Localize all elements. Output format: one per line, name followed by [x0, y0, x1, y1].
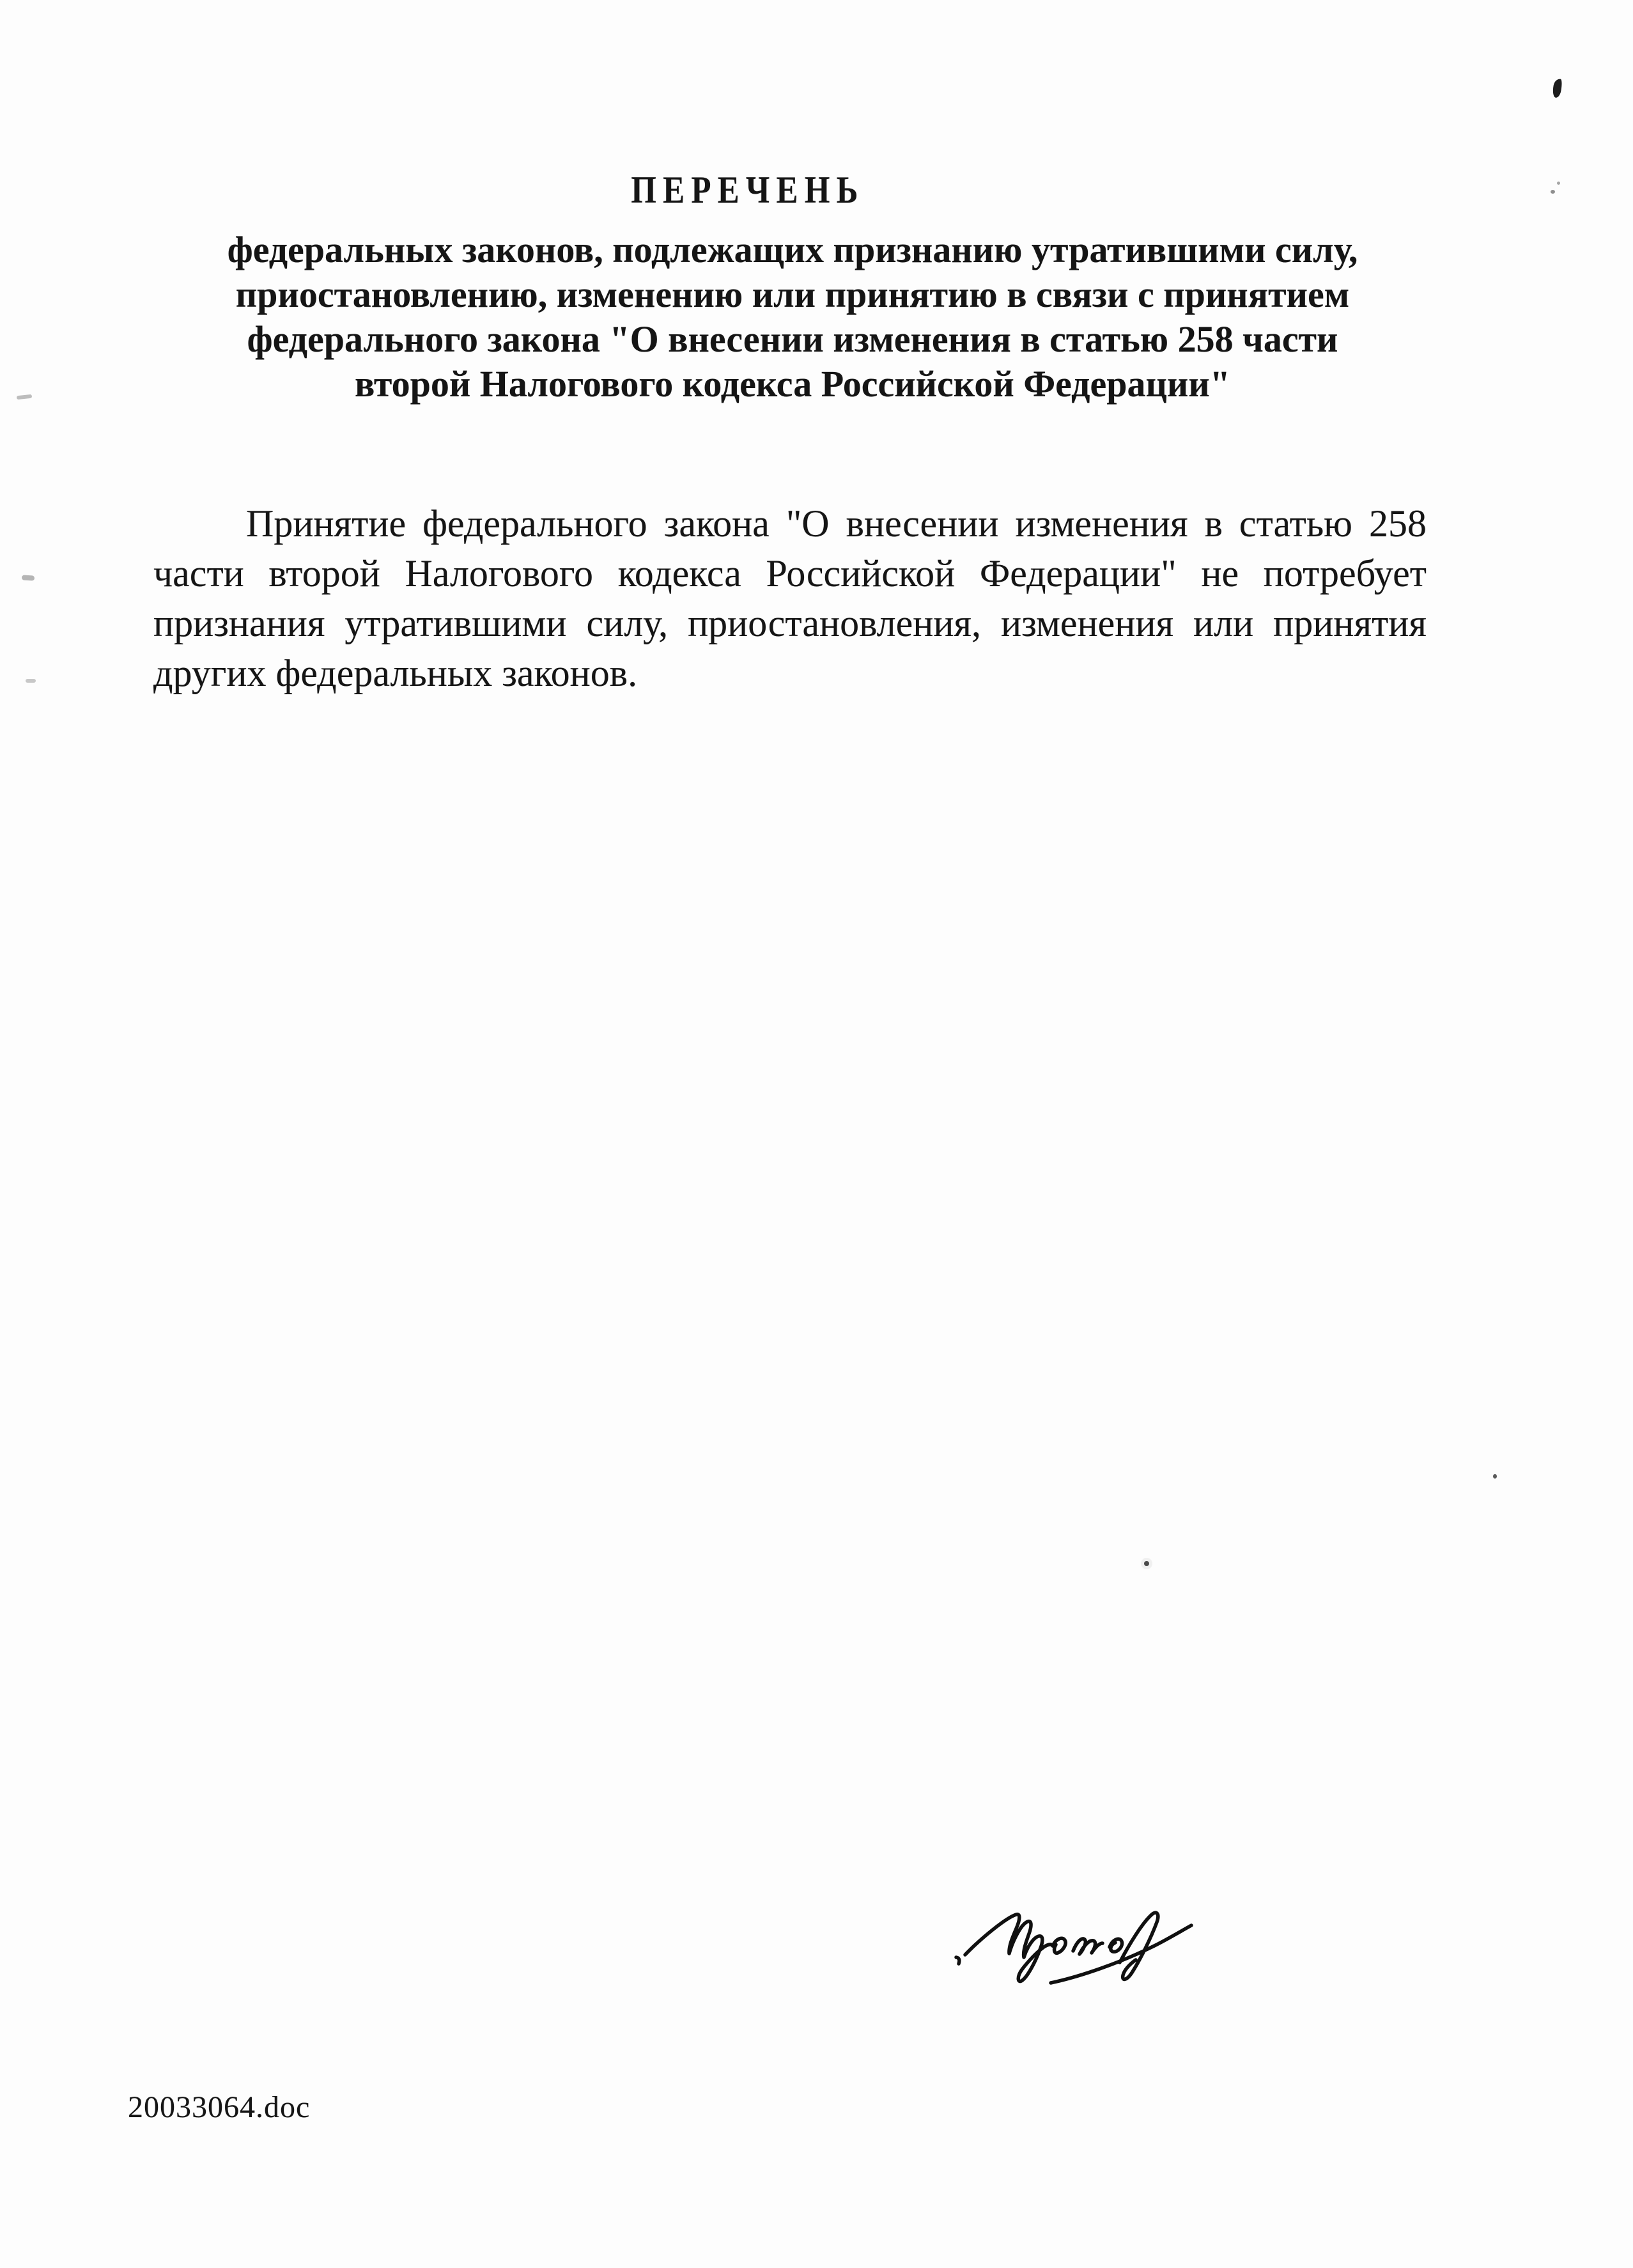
scan-speck [17, 394, 32, 400]
body-line: признания утратившими силу, приостановления, изменения или принятия [153, 602, 1427, 644]
subtitle-line: второй Налогового кодекса Российской Федерации" [355, 363, 1230, 405]
body-line: Принятие федерального закона "О внесении изменения в статью 258 [246, 502, 1427, 545]
scan-artifact-ink-blot [1551, 78, 1563, 98]
document-title: ПЕРЕЧЕНЬ [631, 169, 865, 211]
document-title-row [153, 167, 1470, 222]
document-subtitle-block [134, 228, 1451, 407]
body-line: части второй Налогового кодекса Российской Федерации" не потребует [153, 552, 1427, 594]
handwritten-signature [950, 1904, 1196, 2000]
scan-speck [1493, 1474, 1497, 1479]
body-line: других федеральных законов. [153, 652, 638, 694]
body-paragraph [153, 499, 1427, 698]
subtitle-line: приостановлению, изменению или принятию в связи с принятием [235, 274, 1350, 315]
subtitle-line: федерального закона "О внесении изменения в статью 258 части [247, 318, 1338, 360]
subtitle-line: федеральных законов, подлежащих признанию утратившими силу, [227, 229, 1358, 270]
scan-speck [22, 575, 35, 580]
scan-speck [26, 679, 36, 683]
footer-filename: 20033064.doc [128, 2090, 311, 2124]
scan-speck [1144, 1561, 1149, 1566]
scan-artifact-dots [1551, 182, 1563, 197]
